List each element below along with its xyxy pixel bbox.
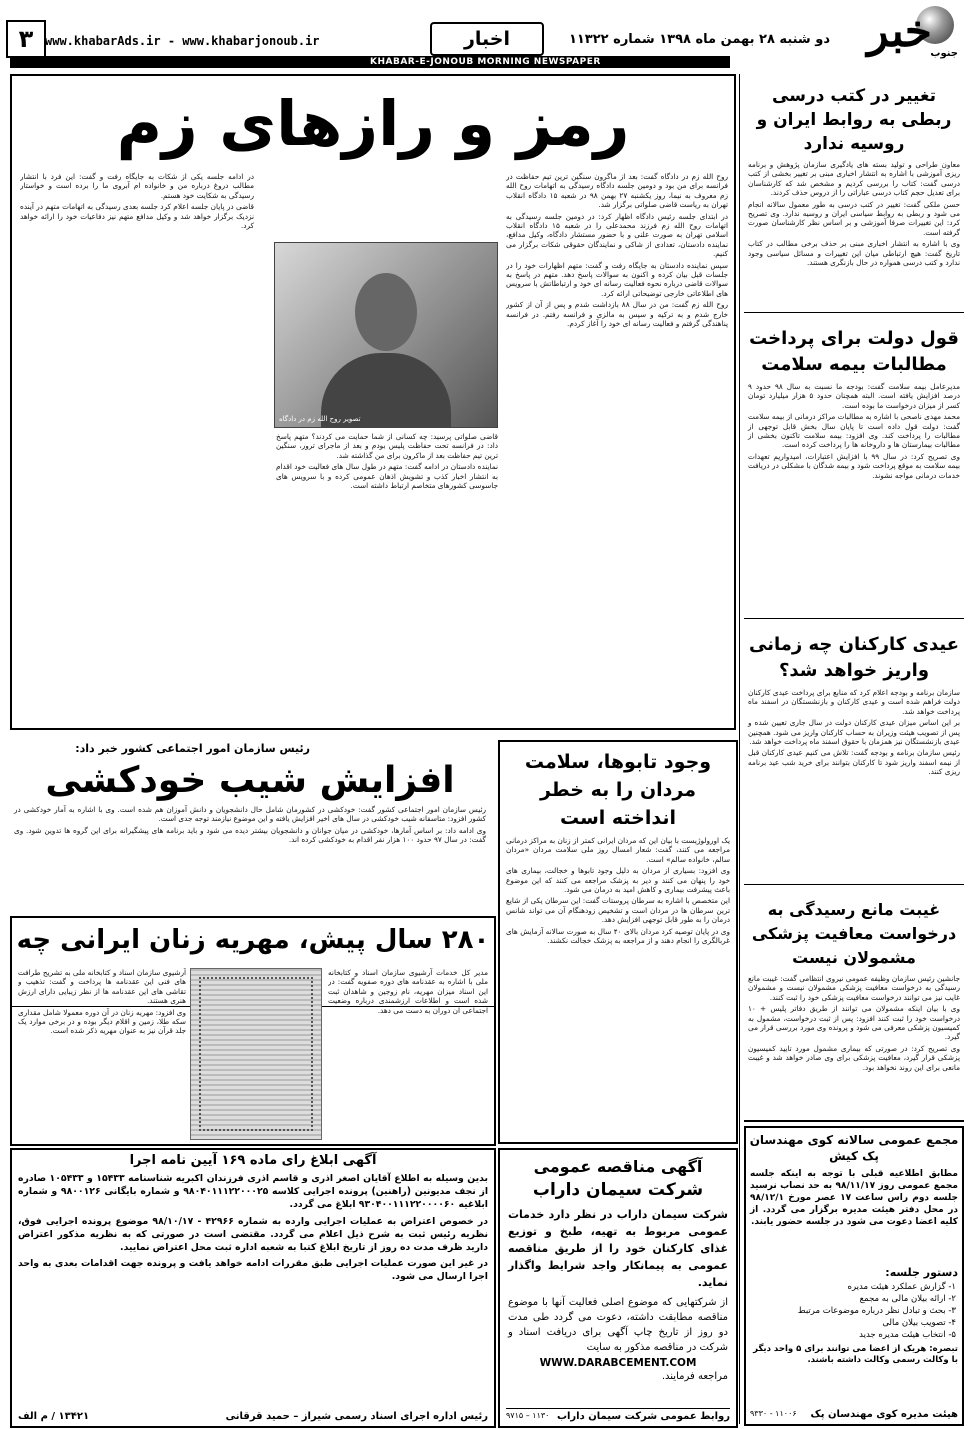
article-military-exemption (744, 890, 964, 1122)
main-article-col-middle: قاضی صلواتی پرسید: چه کسانی از شما حمایت می کردند؟ متهم پاسخ داد: در فرانسه تحت حفاظت پلیس بودم و بعد از ماجرای ترور، سنگین ترین تیم حفاظت بعد از ماکرون برای من گذاشته شد. نماینده دادستان در ادامه گفت: متهم در طول سال های فعالیت خود اقدام به انتشار اخبار کذب و تشویش اذهان عمومی کرده و با سرویس های جاسوسی کشورهای متخاصم ارتباط داشته است. (276, 432, 498, 491)
logo-subtext: جنوب (930, 48, 958, 59)
section-tab (430, 22, 544, 56)
assembly-ad-footer (750, 1409, 958, 1420)
article-title: قول دولت برای پرداخت مطالبات بیمه سلامت (749, 328, 959, 375)
websites: www.khabarAds.ir - www.khabarjonoub.ir (45, 34, 320, 48)
photo-caption: تصویر روح الله زم در دادگاه (279, 415, 361, 423)
header (0, 0, 970, 70)
article-title: عیدی کارکنان چه زمانی واریز خواهد شد؟ (749, 634, 959, 681)
tender-ad-body: شرکت سیمان داراب در نظر دارد خدمات عمومی مربوط به تهیه، طبخ و توزیع غذای کارکنان خود را از طریق مناقصه عمومی به پیمانکار واجد شرایط واگذار نماید. (508, 1208, 728, 1289)
agenda-item: ۲- ارائه بیلان مالی به مجمع (859, 1294, 956, 1304)
tender-ad-title: آگهی مناقصه عمومی (533, 1157, 703, 1176)
tender-ad-subtitle: شرکت سیمان داراب (532, 1180, 704, 1200)
article-body: جانشین رئیس سازمان وظیفه عمومی نیروی انتظامی گفت: غیبت مانع رسیدگی به درخواست معافیت پزشکی مشمولان نیست و مشمولان غایب نیز می توانند درخواست معافیت پزشکی خود را ثبت کنند. وی با بیان اینکه مشمولان می توانند از طریق دفاتر پلیس + ۱۰ درخواست خود را ثبت کنند افزود: پس از ثبت درخواست، مشمول به کمیسیون پزشکی معرفی می شود و پرونده وی مورد بررسی قرار می گیرد. وی تصریح کرد: در صورتی که بیماری مشمول مورد تایید کمیسیون پزشکی قرار گیرد، معافیت پزشکی برای وی صادر خواهد شد و غیبت مانعی برای این روند نخواهد بود. (748, 974, 960, 1072)
tender-ad (498, 1148, 738, 1428)
suicide-article (10, 740, 490, 910)
main-article-title: رمز و رازهای زم (116, 87, 630, 160)
legal-notice-title: آگهی ابلاغ رای ماده ۱۶۹ آیین نامه اجرا (129, 1153, 377, 1168)
document-border-icon (199, 977, 313, 1131)
assembly-ad-body: مطابق اطلاعیه قبلی با توجه به اینکه جلسه مجمع عمومی روز ۹۸/۱۱/۱۷ به حد نصاب نرسید جلسه دوم راس ساعت ۱۷ عصر مورخ ۹۸/۱۲/۱ در محل دفتر هیئت مدیره برگزار می گردد. از کلیه اعضا دعوت می شود در جلسه حضور یابند. (750, 1169, 958, 1227)
mehrieh-title: ۲۸۰ سال پیش، مهریه زنان ایرانی چه (12, 918, 494, 1007)
tender-ad-closing: مراجعه فرمایند. (661, 1371, 728, 1382)
mehrieh-article (10, 916, 496, 1146)
section-label: اخبار (463, 28, 511, 50)
main-article-col-right: روح الله زم در دادگاه گفت: بعد از ماگرون سنگین ترین تیم حفاظت در فرانسه برای من بود و دومین جلسه دادگاه رسیدگی به اتهامات روح الله زم معروف به نیما، روز یکشنبه ۲۷ بهمن ۹۸ در شعبه ۱۵ دادگاه انقلاب تهران به ریاست قاضی صلواتی برگزار شد. در ابتدای جلسه رئیس دادگاه اظهار کرد: در دومین جلسه رسیدگی به اتهامات روح الله زم فرزند محمدعلی را در شعبه ۱۵ دادگاه انقلاب اسلامی تهران به صورت علنی و با حضور مستشار دادگاه، وکیل مدافع، نماینده دادستان، تعدادی از شاکی و نمایندگان حقوقی شکات برگزار می کنیم. سپس نماینده دادستان به جایگاه رفت و گفت: متهم اظهارات خود را در جلسات قبل بیان کرده و اکنون به سوالات پاسخ دهد. متهم در پاسخ به سوالات قاضی درباره نحوه فعالیت رسانه ای خود و ارتباطاتش با سرویس های اطلاعاتی خارجی توضیحاتی ارائه کرد. روح الله زم گفت: من در سال ۸۸ بازداشت شدم و پس از آن از کشور خارج شدم و به ترکیه و سپس به مالزی و فرانسه رفتم. در فرانسه پناهندگی گرفتم و فعالیت رسانه ای خود را آغاز کردم. (506, 172, 728, 329)
agenda-item: ۳- بحث و تبادل نظر درباره موضوعات مرتبط (797, 1306, 956, 1316)
legal-notice-number: ۱۳۴۲۱ / م الف (18, 1411, 90, 1422)
tender-ad-website[interactable]: WWW.DARABCEMENT.COM (539, 1357, 697, 1369)
article-body: مدیرعامل بیمه سلامت گفت: بودجه ما نسبت به سال ۹۸ حدود ۹ درصد افزایش یافته است. البته همچنان حدود ۵ هزار میلیارد تومان کسر از میزان درخواست ما بوده است. محمد مهدی ناصحی با اشاره به مطالبات مراکز درمانی از بیمه سلامت گفت: دولت قول داده است تا پایان سال بخش قابل توجهی از مطالبات را پرداخت کند. وی افزود: بیمه سلامت تاکنون بخشی از مطالبات بیمارستان ها و داروخانه ها را پرداخت کرده است. وی تصریح کرد: در سال ۹۹ با افزایش اعتبارات، امیدواریم تعهدات بیمه سلامت به موقع پرداخت شود و بیمه شدگان با مشکلی در دریافت خدمات درمانی مواجه نشوند. (748, 382, 960, 480)
suicide-kicker: رئیس سازمان امور اجتماعی کشور خبر داد: (75, 742, 310, 755)
person-head-icon (355, 273, 417, 351)
suicide-title: افزایش شیب خودکشی (45, 760, 455, 801)
legal-notice-ad (10, 1148, 496, 1428)
legal-notice-signature: رئیس اداره اجرای اسناد رسمی شیراز – حمید قرقانی (225, 1411, 488, 1422)
logo-text: خبر (867, 6, 932, 57)
suicide-body: رئیس سازمان امور اجتماعی کشور گفت: خودکشی در کشورمان شامل حال دانشجویان و دانش آموزان هم شده است. وی با اشاره به آمار خودکشی در کشور افزود: متاسفانه شیب خودکشی در سال های اخیر افزایش یافته و این موضوع نیازمند توجه جدی است. وی ادامه داد: بر اساس آمارها، خودکشی در میان جوانان و دانشجویان بیشتر دیده می شود و باید برنامه های پیشگیرانه برای این گروه ها تدوین شود. وی گفت: در سال ۹۷ حدود ۱۰۰ هزار نفر اقدام به خودکشی کرده اند. (14, 805, 486, 845)
right-column (744, 74, 964, 1424)
column-divider (739, 74, 740, 1424)
assembly-ad-signature: هیئت مدیره کوی مهندسان پک (810, 1409, 958, 1420)
article-health-insurance (744, 318, 964, 619)
article-body: سازمان برنامه و بودجه اعلام کرد که منابع برای پرداخت عیدی کارکنان دولت فراهم شده است و عیدی کارکنان و بازنشستگان در اسفند ماه پرداخت خواهد شد. بر این اساس میزان عیدی کارکنان دولت در سال جاری تعیین شده و پس از تصویب هیئت وزیران به حساب کارکنان واریز می شود. همچنین عیدی بازنشستگان نیز همزمان با حقوق اسفند ماه پرداخت خواهد شد. رئیس سازمان برنامه و بودجه گفت: تلاش می کنیم عیدی کارکنان قبل از نیمه اسفند واریز شود تا کارکنان بتوانند برای خرید شب عید برنامه ریزی کنند. (748, 688, 960, 777)
issue-date: دو شنبه ۲۸ بهمن ماه ۱۳۹۸ شماره ۱۱۳۲۲ (568, 32, 830, 47)
tender-ad-body2: از شرکتهایی که موضوع اصلی فعالیت آنها با موضوع مناقصه مطابقت داشته، دعوت می گردد طی مدت دو روز از تاریخ چاپ آگهی برای دریافت اسناد و شرکت در مناقصه مذکور به سایت (508, 1297, 728, 1353)
agenda-item: ۱- گزارش عملکرد هیئت مدیره (847, 1282, 956, 1292)
logo (842, 4, 962, 66)
article-title: غیبت مانع رسیدگی به درخواست معافیت پزشکی مشمولان نیست (751, 900, 957, 967)
page-number: ۳ (18, 25, 34, 53)
assembly-ad-agenda-title: دستور جلسه: (885, 1266, 958, 1279)
mehrieh-col-left: آرشیوی سازمان اسناد و کتابخانه ملی به تشریح طرافت های فنی این عقدنامه ها پرداخت و گفت: تذهیب و تقاشی های این عقدنامه ها از نظر زیبایی دارای ارزش هنری هستند. وی افزود: مهریه زنان در آن دوره معمولا شامل مقداری سکه طلا، زمین و اقلام دیگر بوده و در برخی موارد یک جلد قرآن نیز به عنوان مهریه ذکر شده است. (18, 968, 186, 1036)
main-article-col-left: در ادامه جلسه یکی از شکات به جایگاه رفت و گفت: این فرد با انتشار مطالب دروغ درباره من و خانواده ام آبروی ما را برده است و خواستار رسیدگی به شکایت خود هستم. قاضی در پایان جلسه اعلام کرد جلسه بعدی رسیدگی به اتهامات متهم در آینده نزدیک برگزار خواهد شد و وکیل مدافع متهم نیز دفاعیات خود را ارائه خواهد کرد. (20, 172, 254, 231)
tender-ad-signature: روابط عمومی شرکت سیمان داراب (556, 1411, 730, 1422)
article-body: معاون طراحی و تولید بسته های یادگیری سازمان پژوهش و برنامه ریزی آموزشی با اشاره به انتشار اخباری مبنی بر تغییر بخشی از کتب درسی گفت: کتاب را بررسی کردیم و مشخص شد که کارشناسان برای تعدیل حجم کتاب درسی عباراتی را از دروس حذف کردند. حسن ملکی گفت: تغییر در کتب درسی به طور معمول سالانه انجام می شود و ربطی به روابط سیاسی ایران و روسیه ندارد. وی تصریح کرد: این تغییرات صرفا آموزشی و بر اساس نظر کارشناسان صورت گرفته است. وی با اشاره به انتشار اخباری مبنی بر حذف برخی مطالب در کتاب تاریخ گفت: هیچ ارتباطی میان این تغییرات و مسائل سیاسی وجود ندارد و کتب درسی همواره در حال بازنگری هستند. (748, 160, 960, 268)
assembly-ad-agenda (746, 1281, 962, 1341)
assembly-ad (744, 1126, 964, 1426)
article-title: تغییر در کتب درسی ربطی به روابط ایران و روسیه ندارد (756, 86, 952, 154)
legal-notice-footer (18, 1411, 488, 1422)
page-number-box (6, 20, 46, 58)
main-article (10, 74, 736, 730)
assembly-ad-code: ۱۱۰۰۶ - ۹۳۳۰ (750, 1409, 797, 1418)
men-health-article (498, 740, 738, 1144)
main-article-photo (274, 242, 498, 428)
marriage-document-image (190, 968, 322, 1140)
assembly-ad-note: تبصره: هریک از اعضا می توانند برای ۵ واحد دیگر با وکالت رسمی وکالت داشته باشند. (753, 1344, 958, 1365)
mehrieh-col-right: مدیر کل خدمات آرشیوی سازمان اسناد و کتابخانه ملی با اشاره به عقدنامه های دوره صفویه گفت: در این اسناد میزان مهریه، نام زوجین و شاهدان ثبت شده است و اطلاعات ارزشمندی درباره وضعیت اجتماعی آن دوران به دست می دهد. (328, 968, 488, 1015)
legal-notice-body: بدین وسیله به اطلاع آقایان اصغر اذری و قاسم اذری فرزندان اکبریه شناسنامه ۱۵۴۳۳ و ۱۰۵۴۳۳ صادره از نجف مدیونین (راهنین) پرونده اجرایی کلاسه ۹۸۰۴۰۱۱۱۲۲۰۰۰۲۵ و شماره بایگانی ۹۸۰۰۱۲۶ و شماره ابلاغیه ۹۳۰۴۰۰۱۱۱۲۲۰۰۰۰۶۰ ابلاغ می گردد. در خصوص اعتراض به عملیات اجرایی وارده به شماره ۴۲۹۶۶ - ۹۸/۱۰/۱۷ موضوع پرونده اجرایی فوق، نظریه رئیس ثبت به شرح ذیل اعلام می گردد. مقتضی است در صورتی که به نظریه مذکور اعتراض دارید ظرف مدت ده روز از تاریخ ابلاغ کتبا به شعبه اداره ثبت محل اعتراض نمایید. در غیر این صورت عملیات اجرایی طبق مقررات ادامه خواهد یافت و پرونده جهت اقدامات بعدی به واحد اجرا ارسال می شود. (18, 1173, 489, 1283)
agenda-item: ۴- تصویب بیلان مالی (882, 1318, 956, 1328)
tender-ad-code: ۱۱۳۰ – ۹۷۱۵ (506, 1411, 550, 1420)
english-name: KHABAR-E-JONOUB MORNING NEWSPAPER (370, 57, 601, 67)
tender-ad-footer (506, 1408, 730, 1422)
men-health-title: وجود تابوها، سلامت مردان را به خطر انداخته است (524, 751, 712, 829)
men-health-body: یک اورولوژیست با بیان این که مردان ایرانی کمتر از زنان به مراکز درمانی مراجعه می کنند، گفت: شعار امسال روز ملی سلامت مردان «مردان سالم، خانواده سالم» است. وی افزود: بسیاری از مردان به دلیل وجود تابوها و خجالت، بیماری های خود را پنهان می کنند و دیر به پزشک مراجعه می کنند که این موضوع باعث پیشرفت بیماری و کاهش امید به درمان می شود. این متخصص با اشاره به سرطان پروستات گفت: این سرطان یکی از شایع ترین سرطان ها در مردان است و تشخیص زودهنگام آن می تواند شانس درمان را به طور قابل توجهی افزایش دهد. وی در پایان توصیه کرد مردان بالای ۴۰ سال به صورت سالانه آزمایش های غربالگری را انجام دهند و از مراجعه به پزشک خجالت نکشند. (506, 836, 730, 946)
agenda-item: ۵- انتخاب هیئت مدیره جدید (859, 1330, 956, 1340)
article-bonus (744, 624, 964, 885)
assembly-ad-title: مجمع عمومی سالانه کوی مهندسان پک کیش (749, 1133, 959, 1163)
article-textbook (744, 74, 964, 313)
